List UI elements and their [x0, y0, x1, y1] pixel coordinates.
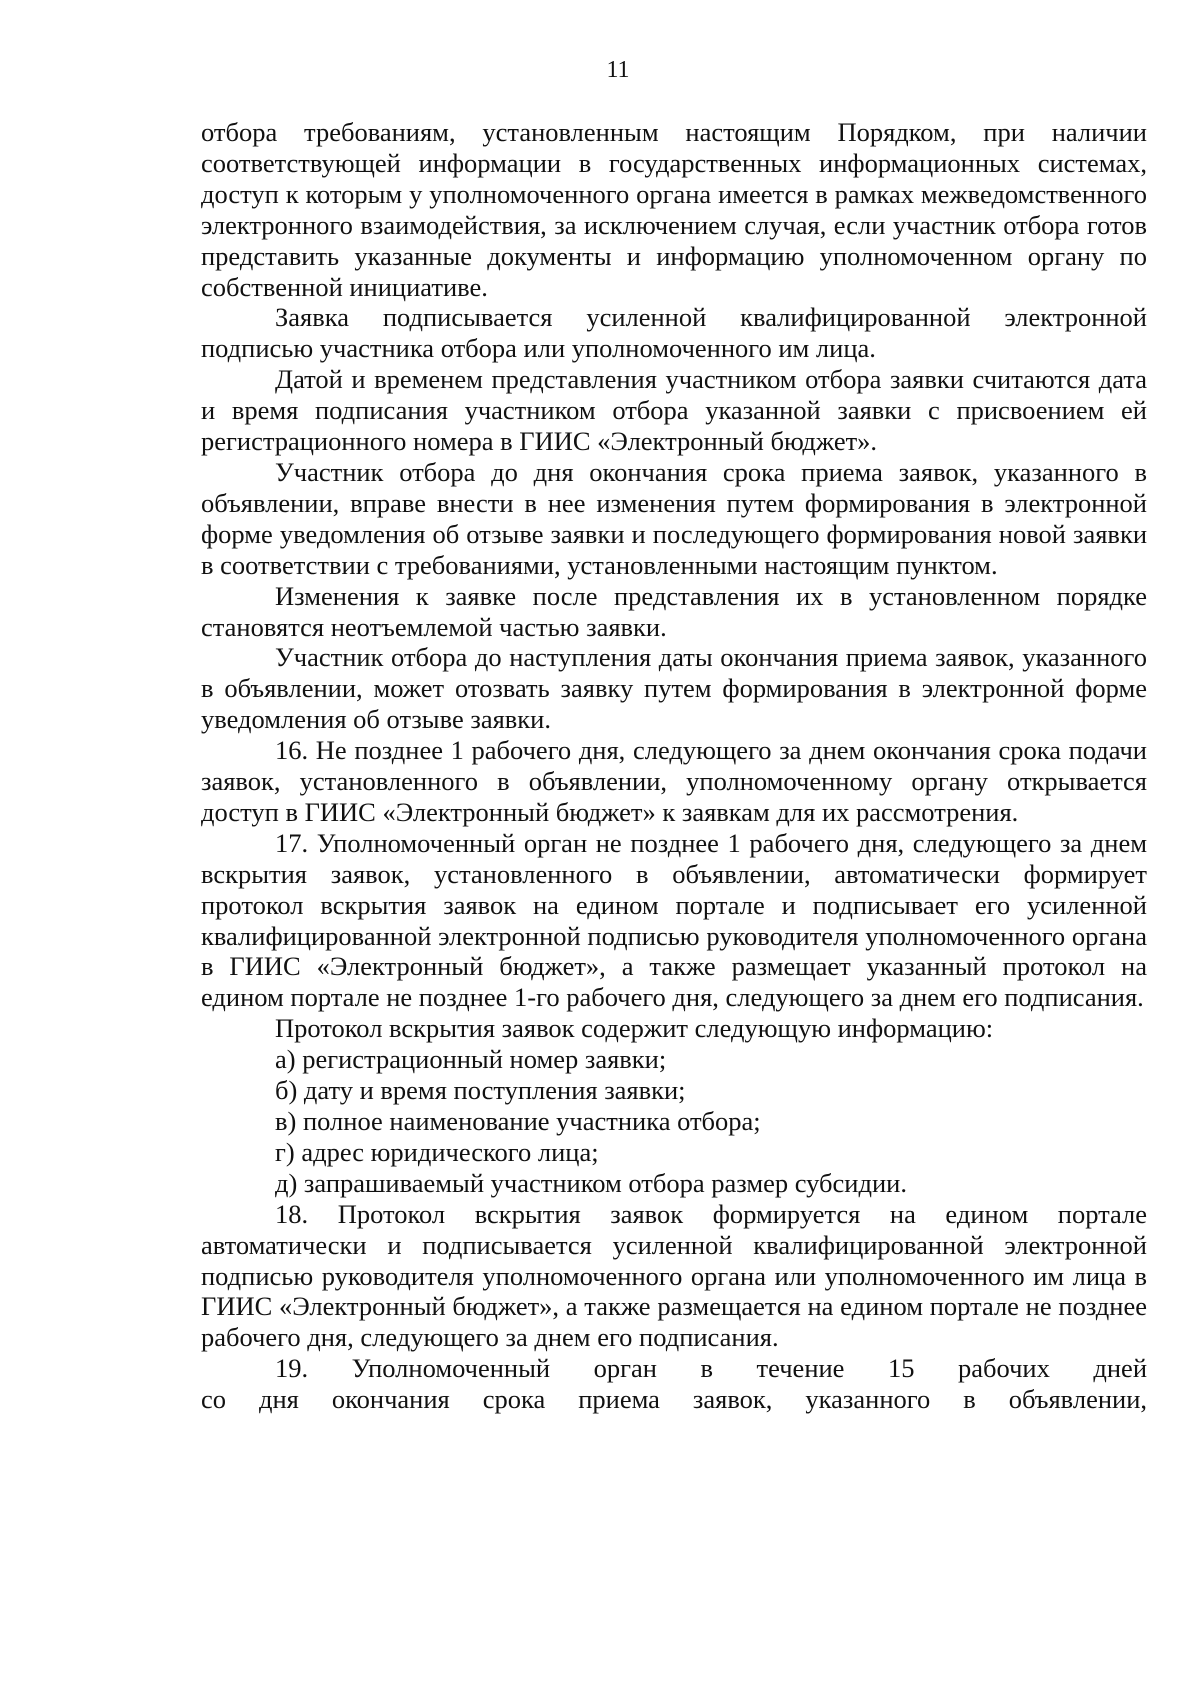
document-body	[201, 117, 1147, 1415]
clause-19	[201, 1353, 1147, 1415]
clause-19-line-2: со дня окончания срока приема заявок, указанного в объявлении,	[201, 1384, 1147, 1415]
clause-16: 16. Не позднее 1 рабочего дня, следующего за днем окончания срока подачи заявок, установленного в объявлении, уполномоченному органу открывается доступ в ГИИС «Электронный бюджет» к заявкам для их рассмотрения.	[201, 735, 1147, 827]
clause-17: 17. Уполномоченный орган не позднее 1 рабочего дня, следующего за днем вскрытия заявок, установленного в объявлении, автоматически формирует протокол вскрытия заявок на едином портале и подписывает его усиленной квалифицированной электронной подписью руководителя уполномоченного органа в ГИИС «Электронный бюджет», а также размещает указанный протокол на едином портале не позднее 1-го рабочего дня, следующего за днем его подписания.	[201, 827, 1147, 1013]
paragraph-withdrawal: Участник отбора до наступления даты окончания приема заявок, указанного в объявлении, может отозвать заявку путем формирования в электронной форме уведомления об отзыве заявки.	[201, 642, 1147, 735]
list-item-a: а) регистрационный номер заявки;	[275, 1044, 667, 1075]
paragraph-continuation: отбора требованиям, установленным настоящим Порядком, при наличии соответствующей информации в государственных информационных системах, доступ к которым у уполномоченного органа имеется в рамках межведомственного электронного взаимодействия, за исключением случая, если участник отбора готов представить указанные документы и информацию уполномоченном органу по собственной инициативе.	[201, 117, 1147, 302]
paragraph-changes-integral: Изменения к заявке после представления их в установленном порядке становятся неотъемлемой частью заявки.	[201, 580, 1147, 642]
clause-19-line-1: 19. Уполномоченный орган в течение 15 рабочих дней	[275, 1353, 1147, 1384]
paragraph-signature: Заявка подписывается усиленной квалифицированной электронной подписью участника отбора или уполномоченного им лица.	[201, 302, 1147, 364]
list-item-g: г) адрес юридического лица;	[275, 1136, 599, 1167]
list-item-d: д) запрашиваемый участником отбора размер субсидии.	[275, 1167, 907, 1198]
protocol-contents-intro: Протокол вскрытия заявок содержит следующую информацию:	[275, 1013, 994, 1044]
list-item-v: в) полное наименование участника отбора;	[275, 1106, 761, 1136]
paragraph-submission-date: Датой и временем представления участником отбора заявки считаются дата и время подписания участником отбора указанной заявки с присвоением ей регистрационного номера в ГИИС «Электронный бюджет».	[201, 364, 1147, 457]
paragraph-changes: Участник отбора до дня окончания срока приема заявок, указанного в объявлении, вправе внести в нее изменения путем формирования в электронной форме уведомления об отзыве заявки и последующего формирования новой заявки в соответствии с требованиями, установленными настоящим пунктом.	[201, 456, 1147, 580]
list-item-b: б) дату и время поступления заявки;	[275, 1075, 686, 1106]
page-number: 11	[606, 57, 630, 83]
clause-18: 18. Протокол вскрытия заявок формируется на едином портале автоматически и подписывается усиленной квалифицированной электронной подписью руководителя уполномоченного органа или уполномоченного им лица в ГИИС «Электронный бюджет», а также размещается на едином портале не позднее рабочего дня, следующего за днем его подписания.	[201, 1198, 1147, 1353]
